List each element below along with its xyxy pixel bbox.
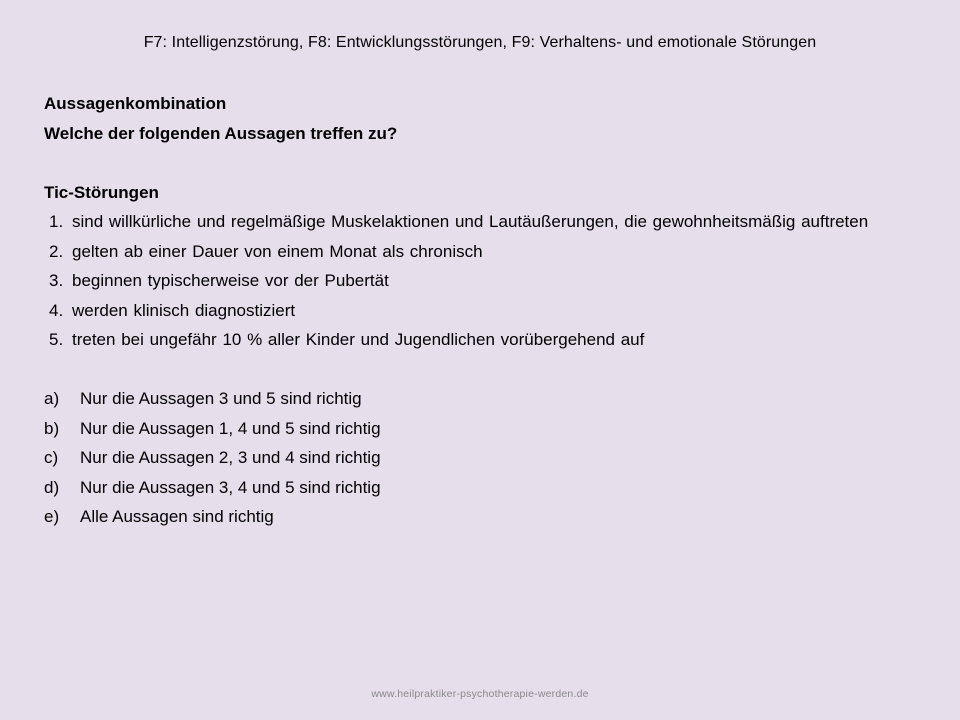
statement-text: treten bei ungefähr 10 % aller Kinder und Jugendlichen vorübergehend auf bbox=[72, 330, 645, 349]
answer-text: Nur die Aussagen 3 und 5 sind richtig bbox=[80, 389, 362, 408]
question-type-label: Aussagenkombination bbox=[44, 94, 227, 113]
answer-list bbox=[44, 384, 924, 532]
footer-website[interactable]: www.heilpraktiker-psychotherapie-werden.de bbox=[371, 688, 589, 700]
answer-option[interactable] bbox=[44, 384, 924, 414]
spacer bbox=[44, 355, 924, 385]
statement-number: 2. bbox=[49, 241, 64, 261]
statement-text: gelten ab einer Dauer von einem Monat als chronisch bbox=[72, 241, 483, 261]
answer-letter: d) bbox=[44, 477, 60, 497]
statement-item bbox=[44, 207, 924, 237]
statement-number: 1. bbox=[49, 212, 64, 231]
statement-item bbox=[44, 325, 924, 355]
question-prompt: Welche der folgenden Aussagen treffen zu? bbox=[44, 123, 398, 143]
statement-item bbox=[44, 296, 924, 326]
statement-item bbox=[44, 237, 924, 267]
statement-text: beginnen typischerweise vor der Pubertät bbox=[72, 271, 389, 290]
statement-text: werden klinisch diagnostiziert bbox=[72, 300, 296, 320]
statement-item bbox=[44, 266, 924, 296]
answer-letter: c) bbox=[44, 448, 59, 467]
answer-letter: e) bbox=[44, 507, 60, 526]
statement-number: 4. bbox=[49, 300, 64, 320]
answer-option[interactable] bbox=[44, 414, 924, 444]
spacer bbox=[44, 148, 924, 178]
answer-text: Nur die Aussagen 1, 4 und 5 sind richtig bbox=[80, 418, 381, 438]
question-content bbox=[44, 89, 924, 532]
question-topic: Tic-Störungen bbox=[44, 182, 159, 202]
answer-option[interactable] bbox=[44, 473, 924, 503]
answer-text: Nur die Aussagen 3, 4 und 5 sind richtig bbox=[80, 477, 381, 497]
statement-text: sind willkürliche und regelmäßige Muskelaktionen und Lautäußerungen, die gewohnheitsmäßig auftreten bbox=[72, 212, 869, 231]
answer-option[interactable] bbox=[44, 502, 924, 532]
statement-number: 5. bbox=[49, 330, 64, 349]
answer-letter: a) bbox=[44, 389, 60, 408]
answer-text: Nur die Aussagen 2, 3 und 4 sind richtig bbox=[80, 448, 381, 467]
answer-option[interactable] bbox=[44, 443, 924, 473]
statement-list bbox=[44, 207, 924, 355]
slide-header: F7: Intelligenzstörung, F8: Entwicklungsstörungen, F9: Verhaltens- und emotionale Störungen bbox=[143, 34, 817, 51]
answer-text: Alle Aussagen sind richtig bbox=[80, 507, 274, 526]
answer-letter: b) bbox=[44, 418, 60, 438]
statement-number: 3. bbox=[49, 271, 64, 290]
